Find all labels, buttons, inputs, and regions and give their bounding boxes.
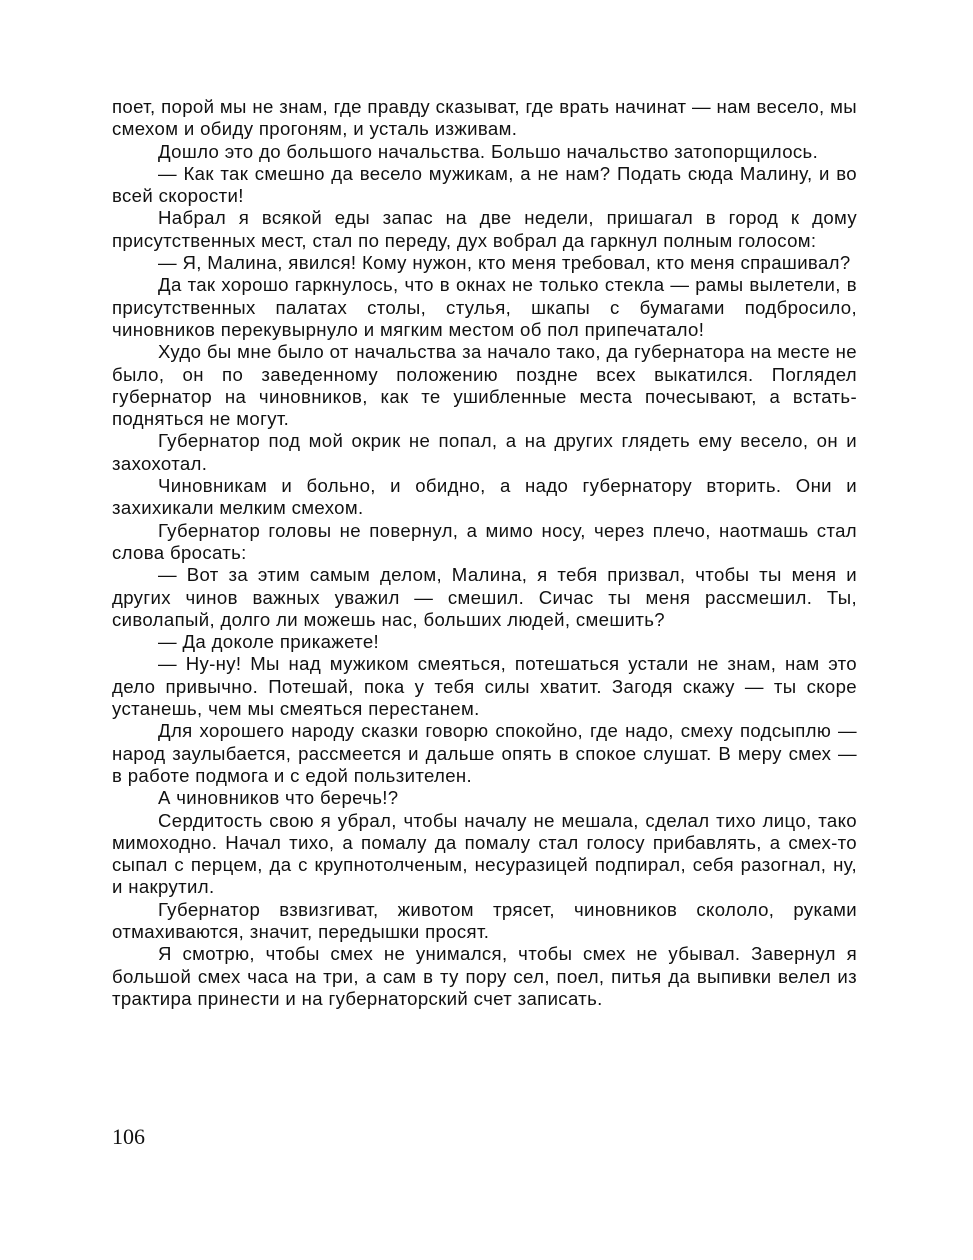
paragraph: Для хорошего народу сказки говорю спокойно, где надо, смеху подсыплю — народ заулыбается, рассмеется и дальше опять в спокое слушат. В меру смех — в работе подмога и с едой пользителен. <box>112 720 857 786</box>
page-number: 106 <box>112 1124 145 1149</box>
page-body <box>112 96 857 1010</box>
paragraph: Чиновникам и больно, и обидно, а надо губернатору вторить. Они и захихикали мелким смехом. <box>112 475 857 519</box>
paragraph: Дошло это до большого начальства. Большо начальство затопорщилось. <box>158 140 819 162</box>
paragraph: А чиновников что беречь!? <box>158 787 399 809</box>
paragraph: Худо бы мне было от начальства за начало тако, да губернатора на месте не было, он по заведенному положению поздне всех выкатился. Поглядел губернатор на чиновников, как те ушибленные места почесывают, а встать-подняться не могут. <box>112 341 857 430</box>
paragraph: Да так хорошо гаркнулось, что в окнах не только стекла — рамы вылетели, в присутственных палатах столы, стулья, шкапы с бумагами подбросило, чиновников перекувырнуло и мягким местом об пол припечатало! <box>112 274 857 340</box>
paragraph: поет, порой мы не знам, где правду сказыват, где врать начинат — нам весело, мы смехом и обиду прогоням, и усталь изживам. <box>112 96 857 140</box>
paragraph: Губернатор головы не повернул, а мимо носу, через плечо, наотмашь стал слова бросать: <box>112 519 857 563</box>
paragraph: — Ну-ну! Мы над мужиком смеяться, потешаться устали не знам, нам это дело привычно. Потешай, пока у тебя силы хватит. Загодя скажу — ты скоре устанешь, чем мы смеяться перестанем. <box>112 653 857 720</box>
paragraph: Губернатор взвизгиват, животом трясет, чиновников скололо, руками отмахиваются, значит, передышки просят. <box>112 898 857 942</box>
paragraph: Я смотрю, чтобы смех не унимался, чтобы смех не убывал. Завернул я большой смех часа на три, а сам в ту пору сел, поел, питья да выпивки велел из трактира принести и на губернаторский счет записать. <box>112 943 857 1009</box>
paragraph: — Я, Малина, явился! Кому нужон, кто меня требовал, кто меня спрашивал? <box>158 252 851 274</box>
paragraph: Сердитость свою я убрал, чтобы началу не мешала, сделал тихо лицо, тако мимоходно. Начал тихо, а помалу да помалу стал голосу прибавлять, а смех-то сыпал с перцем, да с крупнотолченым, несуразицей подпирал, себя разогнал, ну, и накрутил. <box>112 809 857 898</box>
paragraph: — Вот за этим самым делом, Малина, я тебя призвал, чтобы ты меня и других чинов важных уважил — смешил. Сичас ты меня рассмешил. Ты, сиволапый, долго ли можешь нас, больших людей, смешить? <box>112 564 857 630</box>
paragraph: — Да доколе прикажете! <box>158 631 380 653</box>
paragraph: Набрал я всякой еды запас на две недели, пришагал в город к дому присутственных мест, стал по переду, дух вобрал да гаркнул полным голосом: <box>112 207 857 251</box>
paragraph: Губернатор под мой окрик не попал, а на других глядеть ему весело, он и захохотал. <box>112 430 857 474</box>
paragraph: — Как так смешно да весело мужикам, а не нам? Подать сюда Малину, и во всей скорости! <box>112 162 857 207</box>
